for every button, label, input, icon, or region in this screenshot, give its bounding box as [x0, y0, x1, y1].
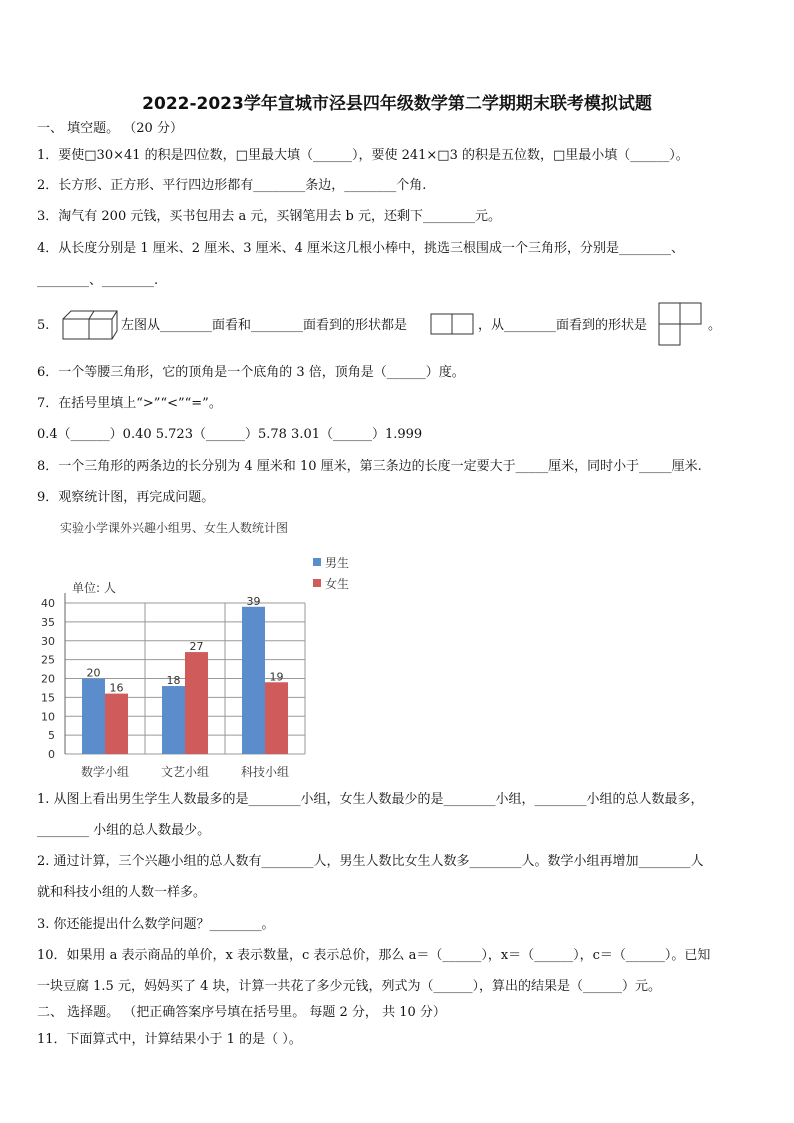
question-9-part-3: 3. 你还能提出什么数学问题？________。: [37, 917, 275, 932]
bar-girls: [265, 682, 288, 754]
data-label: 39: [246, 594, 261, 608]
y-tick-label: 40: [41, 597, 55, 610]
question-4: 4．从长度分别是 1 厘米、2 厘米、3 厘米、4 厘米这几根小棒中，挑选三根围成一个三角形，分别是________、: [37, 241, 685, 256]
y-tick-label: 5: [48, 729, 55, 743]
bar-girls: [185, 652, 208, 754]
question-10-continued: 一块豆腐 1.5 元，妈妈买了 4 块，计算一共花了多少元钱，列式为（______），算出的结果是（______）元。: [37, 979, 661, 994]
two-squares-icon: [430, 313, 474, 335]
question-9-part-1-continued: ________ 小组的总人数最少。: [37, 823, 211, 838]
data-label: 20: [86, 666, 101, 680]
legend-swatch: [313, 558, 321, 566]
cube-figure-icon: [62, 309, 118, 341]
question-2: 2．长方形、正方形、平行四边形都有________条边，________个角.: [37, 178, 427, 193]
question-7: 7．在括号里填上“>”“<”“=”。: [37, 396, 222, 411]
legend-label: 女生: [325, 577, 350, 591]
question-5-text-a: 左图从________面看和________面看到的形状都是: [121, 318, 408, 333]
question-5-text-b: ，从________面看到的形状是: [478, 318, 648, 333]
bar-chart: [30, 550, 370, 785]
question-9: 9．观察统计图，再完成问题。: [37, 490, 215, 505]
bar-girls: [105, 694, 128, 754]
question-8: 8．一个三角形的两条边的长分别为 4 厘米和 10 厘米，第三条边的长度一定要大于_____厘米，同时小于_____厘米.: [37, 459, 702, 474]
chart-title: 实验小学课外兴趣小组男、女生人数统计图: [60, 521, 289, 535]
question-7-comparisons: 0.4（______）0.40 5.723（______）5.78 3.01（______）1.999: [37, 427, 423, 442]
section-heading-fill: 一、 填空题。 （20 分）: [37, 121, 183, 136]
legend-label: 男生: [325, 556, 350, 570]
category-label: 文艺小组: [160, 765, 210, 779]
data-label: 16: [109, 681, 124, 695]
question-1: 1．要使□30×41 的积是四位数，□里最大填（______），要使 241×□3 的积是五位数，□里最小填（______）。: [37, 148, 689, 163]
question-9-part-2: 2. 通过计算，三个兴趣小组的总人数有________人，男生人数比女生人数多________人。数学小组再增加________人: [37, 854, 704, 869]
section-heading-choice: 二、 选择题。 （把正确答案序号填在括号里。 每题 2 分， 共 10 分）: [37, 1005, 446, 1020]
question-3: 3．淘气有 200 元钱，买书包用去 a 元，买钢笔用去 b 元，还剩下________元。: [37, 209, 501, 224]
y-tick-label: 25: [41, 653, 55, 667]
category-label: 数学小组: [80, 765, 130, 779]
bar-boys: [82, 679, 105, 755]
category-label: 科技小组: [240, 765, 290, 779]
question-4-continued: ________、________.: [37, 273, 159, 288]
y-tick-label: 10: [41, 710, 55, 724]
question-11: 11．下面算式中，计算结果小于 1 的是（ ）。: [37, 1032, 302, 1047]
y-axis-label: 单位: 人: [72, 581, 116, 595]
bar-boys: [162, 686, 185, 754]
y-tick-label: 20: [41, 672, 55, 686]
l-shape-squares-icon: [658, 302, 704, 346]
question-9-part-1: 1. 从图上看出男生学生人数最多的是________小组，女生人数最少的是________小组，________小组的总人数最多，: [37, 792, 704, 807]
question-5-end: 。: [708, 318, 722, 333]
data-label: 18: [166, 674, 181, 688]
bar-boys: [242, 607, 265, 754]
data-label: 27: [189, 640, 204, 654]
y-tick-label: 35: [41, 615, 55, 629]
question-5-number: 5.: [37, 318, 50, 333]
data-label: 19: [269, 670, 284, 684]
y-tick-label: 15: [41, 691, 55, 705]
y-tick-label: 0: [48, 748, 55, 761]
question-10: 10．如果用 a 表示商品的单价，x 表示数量，c 表示总价，那么 a＝（______），x＝（______），c＝（______）。已知: [37, 948, 711, 963]
question-9-part-2-continued: 就和科技小组的人数一样多。: [37, 885, 207, 900]
question-6: 6．一个等腰三角形，它的顶角是一个底角的 3 倍，顶角是（______）度。: [37, 365, 465, 380]
legend-swatch: [313, 579, 321, 587]
y-tick-label: 30: [41, 634, 55, 648]
page-title: 2022-2023学年宣城市泾县四年级数学第二学期期末联考模拟试题: [142, 94, 652, 114]
